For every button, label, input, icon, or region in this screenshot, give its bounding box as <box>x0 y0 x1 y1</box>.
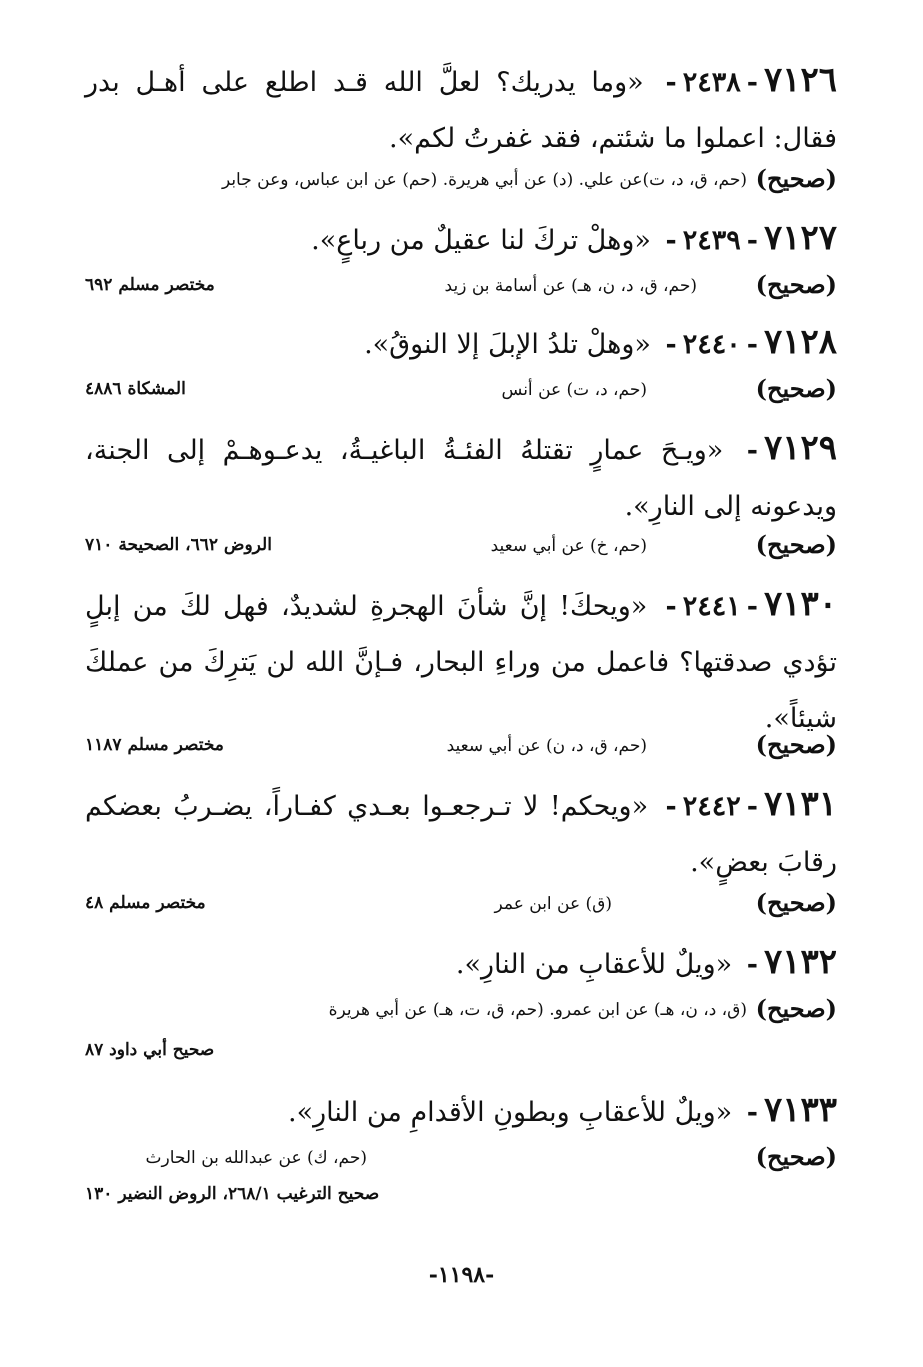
alt-number: ٢٤٣٩ <box>682 225 741 256</box>
reference: مختصر مسلم ١١٨٧ <box>85 735 224 755</box>
dash-separator: - <box>746 329 758 360</box>
dash-separator: - <box>665 591 677 622</box>
reference: مختصر مسلم ٤٨ <box>85 893 206 913</box>
hadith-body: «ويحكم! لا تـرجعـوا بعـدي كفـاراً، يضـربُ بعضكم رقابَ بعضٍ». <box>85 791 837 878</box>
hadith-number: ٧١٢٩ <box>763 428 837 468</box>
hadith-body: «ويلٌ للأعقابِ وبطونِ الأقدامِ من النارِ». <box>288 1097 733 1128</box>
alt-number: ٢٤٤٢ <box>682 791 741 822</box>
hadith-7127-attribution <box>85 270 837 304</box>
dash-separator: - <box>746 1097 758 1128</box>
hadith-body: «وهلْ تركَ لنا عقيلٌ من رباعٍ». <box>311 225 651 256</box>
dash-separator: - <box>665 329 677 360</box>
grade-label: (صحيح) <box>755 270 837 299</box>
hadith-body: «وهلْ تلدُ الإبلَ إلا النوقُ». <box>364 329 651 360</box>
reference: صحيح أبي داود ٨٧ <box>85 1040 215 1060</box>
sources: (حم، د، ت) عن أنس <box>501 380 647 400</box>
sources: (حم، ق، د، ت)عن علي. (د) عن أبي هريرة. (حم) عن ابن عباس، وعن جابر <box>221 170 747 190</box>
hadith-7128-text <box>85 314 837 373</box>
grade-label: (صحيح) <box>755 164 837 193</box>
reference: الروض ٦٦٢، الصحيحة ٧١٠ <box>85 535 272 555</box>
grade-label: (صحيح) <box>755 730 837 759</box>
hadith-7129-attribution <box>85 530 837 564</box>
hadith-number: ٧١٣٢ <box>763 942 837 982</box>
grade-label: (صحيح) <box>755 994 837 1023</box>
hadith-7129-text <box>85 420 837 535</box>
reference: مختصر مسلم ٦٩٢ <box>85 275 215 295</box>
sources: (حم، خ) عن أبي سعيد <box>490 536 647 556</box>
grade-label: (صحيح) <box>755 888 837 917</box>
alt-number: ٢٤٤١ <box>682 591 741 622</box>
sources: (حم، ك) عن عبدالله بن الحارث <box>145 1148 367 1168</box>
hadith-7131-attribution <box>85 888 837 922</box>
hadith-body: «ويحكَ! إنَّ شأنَ الهجرةِ لشديدٌ، فهل لكَ من إبلٍ تؤدي صدقتها؟ فاعمل من وراءِ البحار، فـإنَّ الله لن يَترِكَ من عملكَ شيئاً». <box>85 591 837 734</box>
hadith-7126-attribution <box>85 164 837 198</box>
dash-separator: - <box>746 591 758 622</box>
grade-label: (صحيح) <box>755 374 837 403</box>
sources: (ق، د، ن، هـ) عن ابن عمرو. (حم، ق، ت، هـ) عن أبي هريرة <box>328 1000 747 1020</box>
reference: المشكاة ٤٨٨٦ <box>85 379 186 399</box>
sources: (حم، ق، د، ن، هـ) عن أسامة بن زيد <box>444 276 697 296</box>
hadith-7133-text <box>85 1082 837 1141</box>
hadith-7133-attribution <box>85 1142 837 1176</box>
hadith-body: «وما يدريك؟ لعلَّ الله قـد اطلع على أهـل بدر فقال: اعملوا ما شئتم، فقد غفرتُ لكم». <box>85 67 837 154</box>
dash-separator: - <box>746 225 758 256</box>
hadith-7127-text <box>85 210 837 269</box>
alt-number: ٢٤٣٨ <box>682 67 741 98</box>
reference: صحيح الترغيب ٢٦٨/١، الروض النضير ١٣٠ <box>85 1184 380 1204</box>
hadith-7128-attribution <box>85 374 837 408</box>
dash-separator: - <box>746 791 758 822</box>
hadith-7130-text <box>85 576 837 747</box>
sources: (حم، ق، د، ن) عن أبي سعيد <box>446 736 647 756</box>
dash-separator: - <box>746 435 758 466</box>
dash-separator: - <box>746 67 758 98</box>
hadith-number: ٧١٣٠ <box>763 584 837 624</box>
dash-separator: - <box>665 225 677 256</box>
dash-separator: - <box>665 791 677 822</box>
grade-label: (صحيح) <box>755 530 837 559</box>
grade-label: (صحيح) <box>755 1142 837 1171</box>
hadith-7131-text <box>85 776 837 891</box>
hadith-number: ٧١٢٧ <box>763 218 837 258</box>
hadith-7126-text <box>85 52 837 167</box>
hadith-body: «ويـحَ عمارٍ تقتلهُ الفئـةُ الباغيـةُ، يدعـوهـمْ إلى الجنة، ويدعونه إلى النارِ». <box>85 435 837 522</box>
hadith-number: ٧١٣٣ <box>763 1090 837 1130</box>
hadith-7132-attribution <box>85 994 837 1028</box>
dash-separator: - <box>665 67 677 98</box>
hadith-7130-attribution <box>85 730 837 764</box>
page-number: -١١٩٨- <box>428 1262 495 1288</box>
dash-separator: - <box>746 949 758 980</box>
hadith-body: «ويلٌ للأعقابِ من النارِ». <box>455 949 733 980</box>
hadith-7132-text <box>85 934 837 993</box>
sources: (ق) عن ابن عمر <box>494 894 612 914</box>
hadith-number: ٧١٢٨ <box>763 322 837 362</box>
alt-number: ٢٤٤٠ <box>682 329 741 360</box>
hadith-number: ٧١٢٦ <box>763 60 837 100</box>
hadith-number: ٧١٣١ <box>763 784 837 824</box>
